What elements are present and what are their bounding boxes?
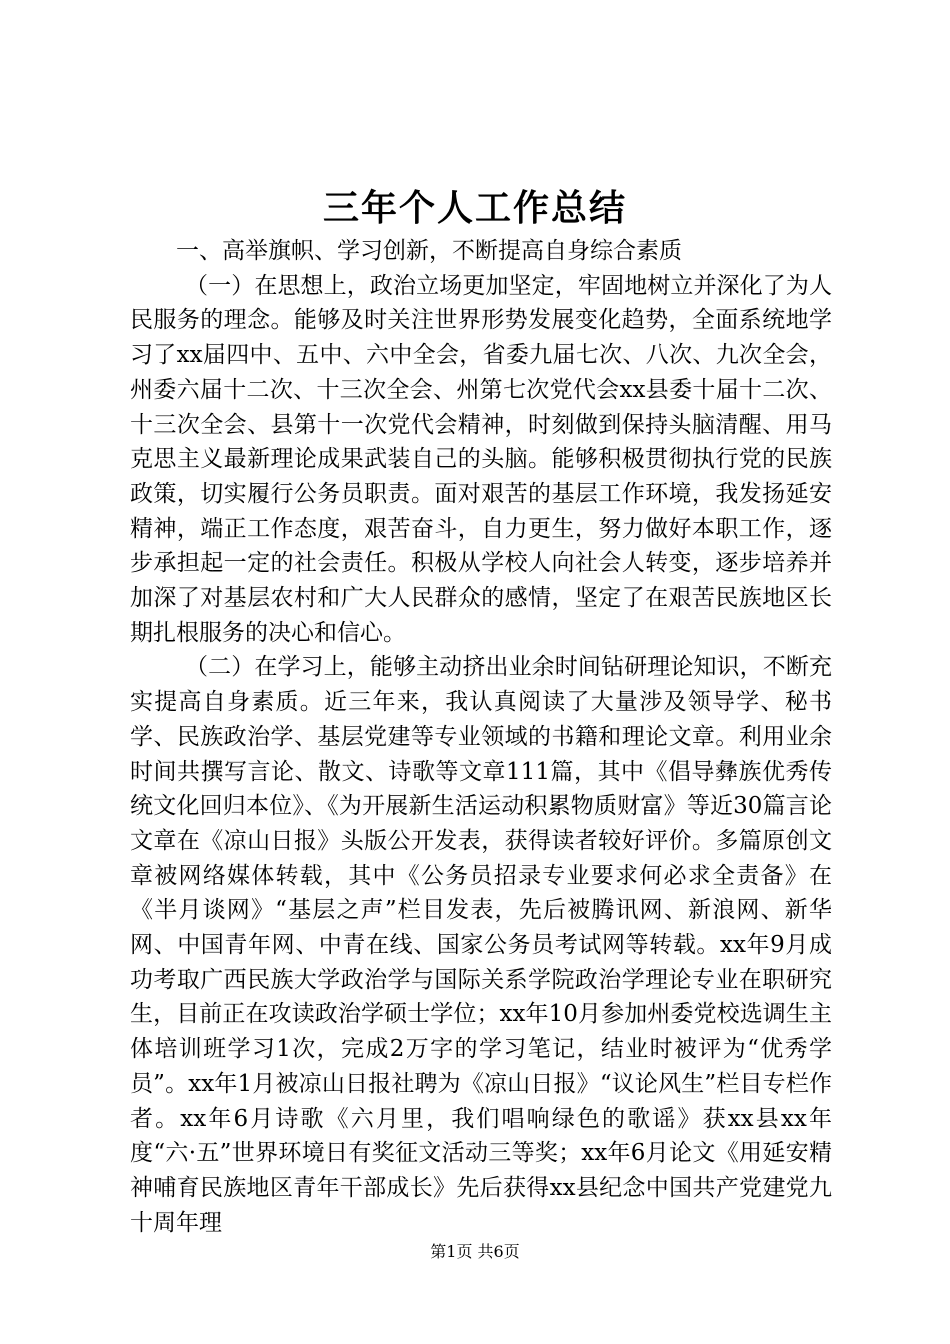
paragraph-study: （二）在学习上，能够主动挤出业余时间钻研理论知识，不断充实提高自身素质。近三年来，我认真阅读了大量涉及领导学、秘书学、民族政治学、基层党建等专业领域的书籍和理论文章。利用业余时间共撰写言论、散文、诗歌等文章111篇，其中《倡导彝族优秀传统文化回归本位》、《为开展新生活运动积累物质财富》等近30篇言论文章在《凉山日报》头版公开发表，获得读者较好评价。多篇原创文章被网络媒体转载，其中《公务员招录专业要求何必求全责备》在《半月谈网》“基层之声”栏目发表，先后被腾讯网、新浪网、新华网、中国青年网、中青在线、国家公务员考试网等转载。xx年9月成功考取广西民族大学政治学与国际关系学院政治学理论专业在职研究生，目前正在攻读政治学硕士学位；xx年10月参加州委党校选调生主体培训班学习1次，完成2万字的学习笔记，结业时被评为“优秀学员”。xx年1月被凉山日报社聘为《凉山日报》“议论风生”栏目专栏作者。xx年6月诗歌《六月里，我们唱响绿色的歌谣》获xx县xx年度“六·五”世界环境日有奖征文活动三等奖；xx年6月论文《用延安精神哺育民族地区青年干部成长》先后获得xx县纪念中国共产党建党九十周年理	[130, 654, 832, 1236]
section-heading: 一、高举旗帜、学习创新，不断提高自身综合素质	[176, 238, 682, 264]
page-number-footer: 第1页 共6页	[430, 1242, 520, 1261]
document-title: 三年个人工作总结	[322, 187, 627, 229]
paragraph-ideology: （一）在思想上，政治立场更加坚定，牢固地树立并深化了为人民服务的理念。能够及时关注世界形势发展变化趋势，全面系统地学习了xx届四中、五中、六中全会，省委九届七次、八次、九次全会，州委六届十二次、十三次全会、州第七次党代会xx县委十届十二次、十三次全会、县第十一次党代会精神，时刻做到保持头脑清醒、用马克思主义最新理论成果武装自己的头脑。能够积极贯彻执行党的民族政策，切实履行公务员职责。面对艰苦的基层工作环境，我发扬延安精神，端正工作态度，艰苦奋斗，自力更生，努力做好本职工作，逐步承担起一定的社会责任。积极从学校人向社会人转变，逐步培养并加深了对基层农村和广大人民群众的感情，坚定了在艰苦民族地区长期扎根服务的决心和信心。	[130, 272, 832, 646]
document-body	[130, 234, 832, 1240]
